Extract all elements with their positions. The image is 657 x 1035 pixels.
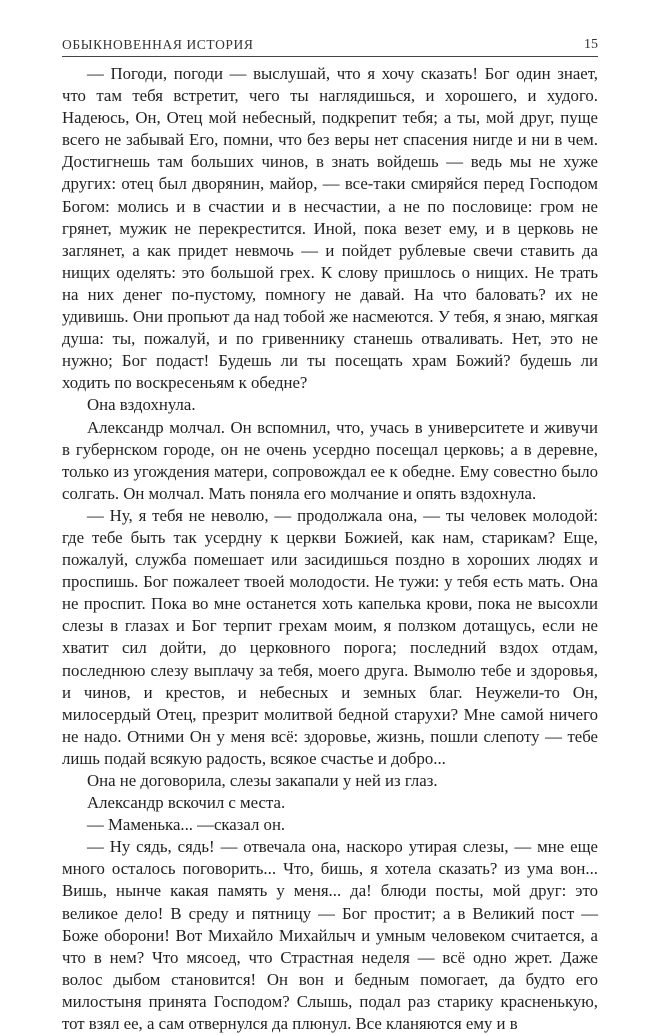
- paragraph: Она вздохнула.: [87, 395, 196, 415]
- paragraph: Она не договорила, слезы закапали у ней из глаз.: [87, 771, 438, 790]
- paragraph: — Маменька... —сказал он.: [87, 815, 286, 835]
- running-header: [62, 36, 598, 57]
- paragraph: Александр молчал. Он вспомнил, что, учась в университете и живучи в губернском городе, он не очень усердно посещал церковь; а в деревне, только из угождения матери, сопровождал ее к обедне. Ему совестно было солгать. Он молчал. Мать поняла его молчание и опять вздохнула.: [62, 417, 598, 503]
- page-number: 15: [584, 37, 598, 52]
- paragraph: — Погоди, погоди — выслушай, что я хочу сказать! Бог один знает, что там тебя встретит, чего ты наглядишься, и хорошего, и худого. Надеюсь, Он, Отец мой небесный, подкрепит тебя; а ты, мой друг, пуще всего не забывай Его, помни, что без веры нет спасения нигде и ни в чем. Достигнешь там больших чинов, в знать войдешь — ведь мы не хуже других: отец был дворянин, майор, — все-таки смиряйся перед Господом Богом: молись и в счастии и в несчастии, а не по пословице: гром не грянет, мужик не перекрестится. Иной, пока везет ему, и в церковь не заглянет, а как придет невмочь — и пойдет рублевые свечи ставить да нищих оделять: это большой грех. К слову пришлось о нищих. Не трать на них денег по-пустому, помногу не давай. На что баловать? их не удивишь. Они пропьют да над тобой же насмеются. У тебя, я знаю, мягкая душа: ты, пожалуй, и по гривеннику станешь отваливать. Нет, это не нужно; Бог подаст! Будешь ли ты посещать храм Божий? будешь ли ходить по воскресеньям к обедне?: [62, 64, 598, 393]
- paragraph: — Ну, я тебя не неволю, — продолжала она, — ты человек молодой: где тебе быть так усердну к церкви Божией, как нам, старикам? Еще, пожалуй, служба помешает или засидишься поздно в хороших людях и проспишь. Бог пожалеет твоей молодости. Не тужи: у тебя есть мать. Она не проспит. Пока во мне останется хоть капелька крови, пока не высохли слезы в глазах и Бог терпит грехам моим, я ползком дотащусь, если не хватит сил дойти, до церковного порога; последний вздох отдам, последнюю слезу выплачу за тебя, моего друга. Вымолю тебе и здоровья, и чинов, и крестов, и небесных и земных благ. Неужели-то Он, милосердый Отец, презрит молитвой бедной старухи? Мне самой ничего не надо. Отними Он у меня всё: здоровье, жизнь, пошли слепоту — тебе лишь подай всякую радость, всякое счастье и добро...: [62, 505, 598, 768]
- running-title: ОБЫКНОВЕННАЯ ИСТОРИЯ: [62, 37, 254, 52]
- paragraph: Александр вскочил с места.: [87, 793, 286, 813]
- paragraph: — Ну сядь, сядь! — отвечала она, наскоро утирая слезы, — мне еще много осталось поговорить... Что, бишь, я хотела сказать? из ума вон... Вишь, нынче какая память у меня... да! блюди посты, мой друг: это великое дело! В среду и пятницу — Бог простит; а в Великий пост — Боже оборони! Вот Михайло Михайлыч и умным человеком считается, а что в нем? Что мясоед, что Страстная неделя — всё одно жрет. Даже волос дыбом становится! Он вон и бедным помогает, да будто его милостыня принята Господом? Слышь, подал раз старику красненькую, тот взял ее, а сам отвернулся да плюнул. Все кланяются ему и в: [62, 837, 598, 1034]
- body-text: [62, 63, 598, 1035]
